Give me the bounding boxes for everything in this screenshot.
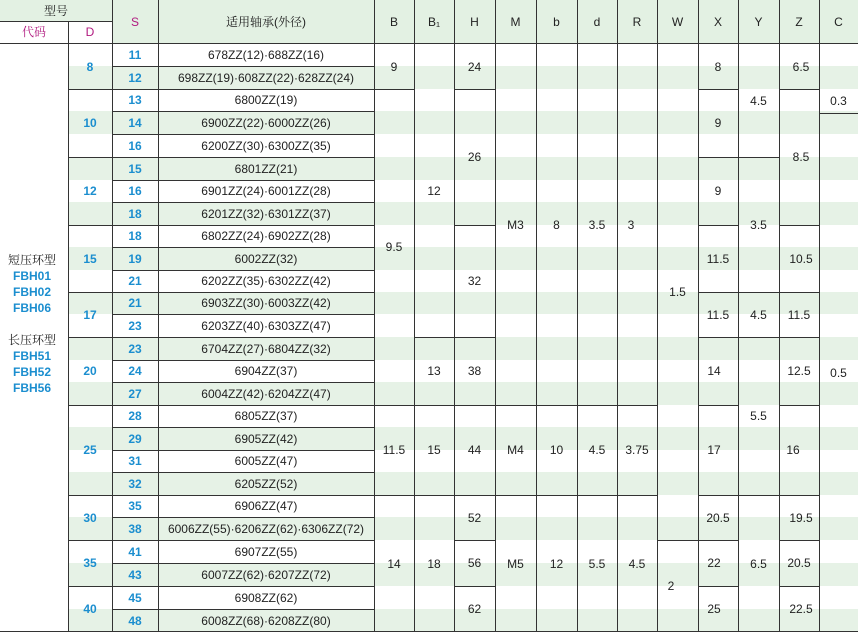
- col-header-X: X: [713, 14, 722, 29]
- m-value: M4: [507, 443, 524, 457]
- bearing-value: 6200ZZ(30)·6300ZZ(35): [201, 138, 331, 153]
- b-lower-value: 8: [553, 217, 560, 232]
- bearing-value: 6901ZZ(24)·6001ZZ(28): [201, 184, 331, 198]
- bearing-value: 6006ZZ(55)·6206ZZ(62)·6306ZZ(72): [167, 521, 365, 536]
- bearing-value: 6907ZZ(55): [234, 544, 298, 559]
- x-value: 20.5: [706, 510, 730, 525]
- col-header-B1: B₁: [427, 14, 441, 29]
- d-lower-value: 5.5: [588, 556, 606, 571]
- s-value: 35: [128, 499, 142, 513]
- m-value: M3: [507, 217, 524, 232]
- bearing-value: 6004ZZ(42)·6204ZZ(47): [201, 386, 331, 401]
- b-upper-value: 14: [387, 556, 401, 571]
- bearing-value: 6903ZZ(30)·6003ZZ(42): [201, 296, 331, 310]
- bearing-value: 6801ZZ(21): [234, 161, 298, 176]
- s-value: 15: [128, 161, 142, 176]
- d-lower-value: 3.5: [588, 217, 606, 232]
- z-value: 11.5: [787, 307, 811, 322]
- b-lower-value: 10: [549, 443, 564, 457]
- s-header: S: [130, 14, 139, 29]
- bearing-value: 6002ZZ(32): [234, 251, 298, 266]
- bearing-value: 6202ZZ(35)·6302ZZ(42): [201, 274, 331, 288]
- bearing-value: 6800ZZ(19): [234, 93, 298, 107]
- s-value: 23: [128, 318, 142, 333]
- bearing-value: 6005ZZ(47): [234, 454, 298, 468]
- d-value: 15: [83, 251, 97, 266]
- s-value: 18: [128, 206, 142, 221]
- x-value: 9: [714, 184, 722, 198]
- d-value: 25: [83, 443, 97, 457]
- col-header-C: C: [834, 14, 843, 29]
- s-value: 38: [128, 521, 142, 536]
- bearing-value: 698ZZ(19)·608ZZ(22)·628ZZ(24): [177, 70, 355, 85]
- b1-value: 12: [427, 183, 441, 198]
- bearing-value: 6802ZZ(24)·6902ZZ(28): [201, 229, 331, 243]
- x-value: 25: [707, 602, 721, 616]
- s-value: 32: [128, 476, 142, 491]
- x-value: 17: [707, 443, 721, 457]
- bearing-header: 适用轴承(外径): [226, 14, 306, 29]
- c-value: 0.3: [830, 94, 847, 108]
- s-value: 18: [128, 229, 142, 243]
- b-upper-value: 9: [390, 59, 398, 74]
- short-code: FBH01: [12, 269, 51, 283]
- h-value: 24: [467, 59, 482, 74]
- bearing-value: 6008ZZ(68)·6208ZZ(80): [201, 613, 331, 628]
- h-value: 56: [467, 556, 482, 570]
- s-value: 21: [128, 296, 142, 310]
- long-code: FBH52: [12, 365, 51, 379]
- bearing-value: 6203ZZ(40)·6303ZZ(47): [201, 318, 331, 333]
- d-value: 30: [83, 510, 97, 525]
- bearing-value: 678ZZ(12)·688ZZ(16): [207, 48, 325, 62]
- b-lower-value: 12: [549, 556, 564, 571]
- d-value: 12: [83, 184, 97, 198]
- col-header-b: b: [553, 14, 560, 29]
- b-upper-value: 9.5: [385, 240, 403, 254]
- s-value: 19: [128, 251, 142, 266]
- long-code: FBH51: [12, 349, 51, 363]
- s-value: 24: [128, 364, 142, 378]
- long-code: FBH56: [12, 381, 51, 395]
- h-value: 62: [467, 602, 482, 616]
- col-header-Y: Y: [754, 14, 763, 29]
- s-value: 48: [128, 613, 142, 628]
- col-header-M: M: [510, 14, 521, 29]
- code-header: 代码: [21, 25, 46, 39]
- s-value: 11: [128, 48, 142, 62]
- s-value: 13: [128, 93, 142, 107]
- bearing-value: 6908ZZ(62): [234, 590, 298, 605]
- col-header-d: d: [593, 14, 601, 29]
- h-value: 38: [467, 364, 482, 378]
- x-value: 22: [707, 556, 721, 570]
- y-value: 3.5: [750, 217, 767, 232]
- x-value: 11.5: [706, 307, 730, 322]
- y-value: 6.5: [750, 556, 767, 571]
- x-value: 14: [707, 364, 721, 378]
- s-value: 45: [128, 590, 142, 605]
- z-value: 10.5: [789, 251, 813, 266]
- d-value: 40: [83, 602, 97, 616]
- z-value: 22.5: [789, 602, 813, 616]
- s-value: 31: [128, 454, 142, 468]
- s-value: 41: [128, 544, 142, 559]
- x-value: 11.5: [706, 251, 730, 266]
- x-value: 9: [714, 116, 722, 130]
- h-value: 52: [467, 510, 482, 525]
- b-upper-value: 11.5: [382, 443, 406, 457]
- s-value: 14: [128, 115, 142, 130]
- s-value: 43: [128, 567, 142, 582]
- s-value: 16: [128, 184, 142, 198]
- d-value: 20: [83, 364, 97, 378]
- s-value: 23: [128, 341, 142, 356]
- col-header-B: B: [389, 14, 398, 29]
- col-header-R: R: [632, 14, 642, 29]
- bearing-value: 6805ZZ(37): [234, 409, 298, 423]
- h-value: 44: [467, 443, 482, 457]
- s-value: 28: [128, 409, 142, 423]
- z-value: 6.5: [792, 59, 810, 74]
- r-value: 3: [627, 217, 635, 232]
- short-type-label: 短压环型: [7, 253, 56, 267]
- h-value: 32: [467, 274, 482, 288]
- b1-value: 13: [427, 364, 441, 378]
- d-lower-value: 4.5: [588, 443, 606, 457]
- z-value: 19.5: [789, 510, 813, 525]
- long-type-label: 长压环型: [7, 333, 56, 347]
- model-header: 型号: [43, 3, 68, 18]
- b1-value: 18: [427, 556, 441, 571]
- y-value: 4.5: [750, 93, 767, 108]
- bearing-value: 6904ZZ(37): [234, 364, 298, 378]
- s-value: 12: [128, 70, 142, 85]
- type-labels: [0, 236, 64, 412]
- z-value: 12.5: [787, 364, 811, 378]
- s-value: 16: [128, 138, 142, 153]
- s-value: 27: [128, 386, 142, 401]
- y-value: 5.5: [750, 409, 767, 423]
- w-value: 2: [667, 579, 675, 593]
- bearing-value: 6007ZZ(62)·6207ZZ(72): [201, 567, 331, 582]
- d-value: 35: [83, 556, 97, 570]
- y-value: 4.5: [750, 307, 767, 322]
- d-value: 17: [83, 307, 97, 322]
- bearing-value: 6906ZZ(47): [234, 499, 298, 513]
- col-header-H: H: [470, 14, 479, 29]
- m-value: M5: [507, 556, 524, 571]
- z-value: 20.5: [787, 556, 811, 570]
- col-header-Z: Z: [795, 14, 803, 29]
- c-value: 0.5: [830, 365, 847, 380]
- w-value: 1.5: [669, 285, 686, 299]
- bearing-value: 6205ZZ(52): [234, 476, 298, 491]
- b1-value: 15: [427, 443, 441, 457]
- bearing-value: 6905ZZ(42): [234, 431, 298, 446]
- d-header: D: [85, 25, 95, 39]
- r-value: 3.75: [625, 443, 649, 457]
- bearing-value: 6201ZZ(32)·6301ZZ(37): [201, 206, 331, 221]
- z-value: 8.5: [792, 150, 810, 164]
- col-header-W: W: [671, 14, 684, 29]
- x-value: 8: [714, 59, 722, 74]
- z-value: 16: [786, 443, 800, 457]
- d-value: 8: [86, 59, 94, 74]
- bearing-value: 6704ZZ(27)·6804ZZ(32): [201, 341, 331, 356]
- s-value: 21: [128, 274, 142, 288]
- bearing-value: 6900ZZ(22)·6000ZZ(26): [201, 115, 331, 130]
- short-code: FBH02: [12, 285, 51, 299]
- h-value: 26: [467, 150, 482, 164]
- short-code: FBH06: [12, 301, 51, 315]
- r-value: 4.5: [628, 556, 646, 571]
- d-value: 10: [83, 116, 97, 130]
- s-value: 29: [128, 431, 142, 446]
